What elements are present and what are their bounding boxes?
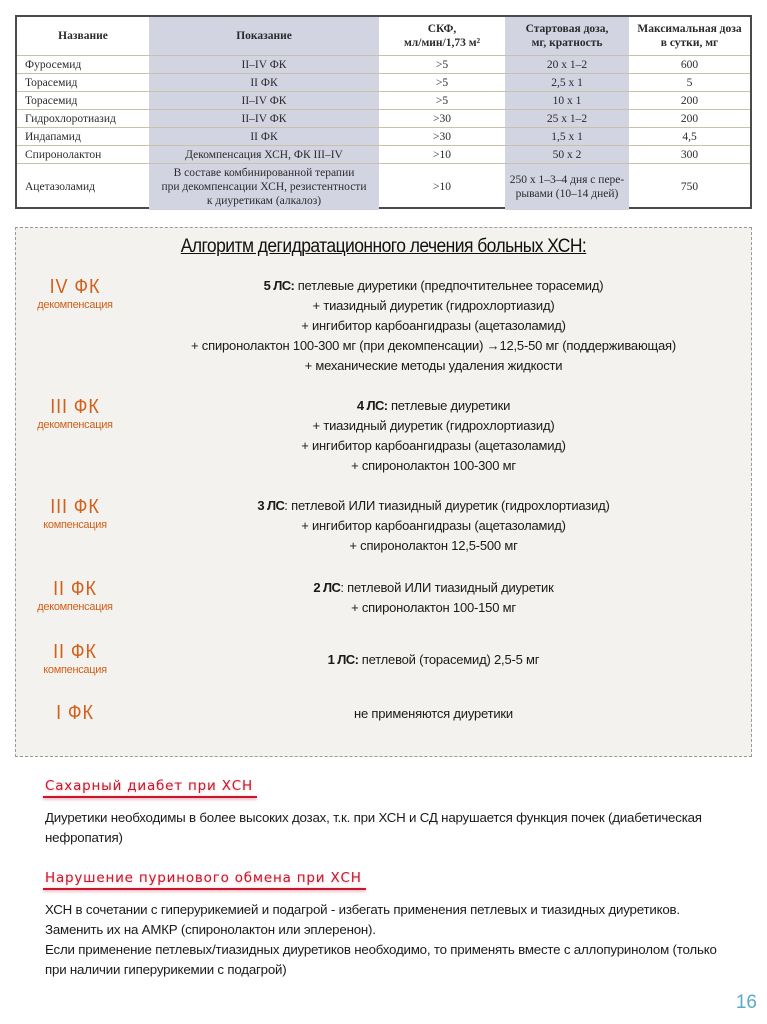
- header-max-line1: Максимальная доза: [637, 23, 742, 35]
- cell-gfr: >30: [379, 128, 505, 146]
- stage-therapy: [116, 578, 751, 618]
- diuretics-table-grid: [17, 17, 750, 210]
- therapy-line: не применяются диуретики: [354, 706, 513, 721]
- table-row: [17, 128, 750, 146]
- cell-name: Индапамид: [17, 128, 149, 146]
- header-gfr: [379, 17, 505, 56]
- header-start-line1: Стартовая доза,: [525, 23, 609, 35]
- stage-status: декомпенсация: [37, 299, 113, 311]
- therapy-line: + ингибитор карбоангидразы (ацетазоламид): [301, 318, 566, 333]
- table-row: [17, 74, 750, 92]
- cell-start-dose: 1,5 x 1: [505, 128, 629, 146]
- start-dose-line: 250 x 1–3–4 дня с пере-: [509, 174, 625, 186]
- stage-level: IV ФК: [49, 276, 101, 298]
- table-header-row: [17, 17, 750, 56]
- stage-status: компенсация: [43, 519, 107, 531]
- therapy-text: петлевые диуретики (предпочтительнее торасемид): [297, 278, 604, 293]
- therapy-line: + тиазидный диуретик (гидрохлортиазид): [312, 418, 555, 433]
- cell-indication: II–IV ФК: [149, 110, 379, 128]
- cell-gfr: >30: [379, 110, 505, 128]
- stage-level: II ФК: [53, 578, 97, 600]
- cell-name: Фуросемид: [17, 56, 149, 74]
- section-heading-diabetes: Сахарный диабет при ХСН: [45, 778, 253, 794]
- section-heading-purine: Нарушение пуринового обмена при ХСН: [45, 870, 362, 886]
- indication-line: В составе комбинированной терапии: [173, 167, 355, 179]
- therapy-text: петлевые диуретики: [390, 398, 511, 413]
- cell-name: Торасемид: [17, 92, 149, 110]
- cell-indication: II–IV ФК: [149, 92, 379, 110]
- drug-count: 1 ЛС:: [327, 652, 359, 667]
- therapy-line: [116, 496, 751, 516]
- header-gfr-line1: СКФ,: [427, 23, 457, 35]
- drug-count: 5 ЛС:: [263, 278, 295, 293]
- cell-max-dose: 600: [629, 56, 750, 74]
- cell-name: Спиронолактон: [17, 146, 149, 164]
- stage-status: декомпенсация: [37, 601, 113, 613]
- cell-name: Торасемид: [17, 74, 149, 92]
- header-gfr-line2: мл/мин/1,73 м²: [403, 37, 481, 49]
- section-paragraph: Если применение петлевых/тиазидных диуретиков необходимо, то применять вместе с аллопуринолом (только при наличии гиперурикемии с подагрой): [45, 942, 717, 977]
- cell-name: Ацетазоламид: [17, 164, 149, 211]
- cell-max-dose: 200: [629, 92, 750, 110]
- table-row: [17, 164, 750, 211]
- section-text-purine: [45, 900, 735, 980]
- therapy-line: + тиазидный диуретик (гидрохлортиазид): [312, 298, 555, 313]
- cell-indication: [149, 164, 379, 211]
- cell-gfr: >10: [379, 146, 505, 164]
- header-start-dose: [505, 17, 629, 56]
- therapy-line: + спиронолактон 100-300 мг (при декомпенсации) →12,5-50 мг (поддерживающая): [191, 338, 676, 353]
- cell-indication: Декомпенсация ХСН, ФК III–IV: [149, 146, 379, 164]
- stage-therapy: [116, 496, 751, 556]
- table-row: [17, 92, 750, 110]
- header-max-dose: [629, 17, 750, 56]
- cell-start-dose: 10 x 1: [505, 92, 629, 110]
- therapy-line: + спиронолактон 100-300 мг: [351, 458, 516, 473]
- stage-level: II ФК: [53, 641, 97, 663]
- table-row: [17, 110, 750, 128]
- dehydration-algorithm-box: [15, 227, 752, 757]
- cell-name: Гидрохлоротиазид: [17, 110, 149, 128]
- stage-therapy: [116, 396, 751, 476]
- cell-max-dose: 200: [629, 110, 750, 128]
- cell-indication: II–IV ФК: [149, 56, 379, 74]
- therapy-line: [116, 578, 751, 598]
- section-paragraph: ХСН в сочетании с гиперурикемией и подагрой - избегать применения петлевых и тиазидных диуретиков. Заменить их на АМКР (спиронолактон или эплеренон).: [45, 902, 680, 937]
- stage-therapy: [116, 650, 751, 670]
- therapy-line: + механические методы удаления жидкости: [304, 358, 563, 373]
- cell-gfr: >5: [379, 56, 505, 74]
- stage-level: I ФК: [56, 702, 94, 724]
- therapy-line: + спиронолактон 12,5-500 мг: [349, 538, 518, 553]
- stage-level: III ФК: [50, 396, 100, 418]
- header-name: Название: [58, 30, 108, 42]
- cell-gfr: >10: [379, 164, 505, 211]
- cell-max-dose: 300: [629, 146, 750, 164]
- stage-therapy: [116, 704, 751, 724]
- page-number: 16: [735, 992, 757, 1013]
- cell-start-dose: 2,5 x 1: [505, 74, 629, 92]
- therapy-line: [116, 276, 751, 296]
- therapy-line: + ингибитор карбоангидразы (ацетазоламид): [301, 438, 566, 453]
- therapy-text: : петлевой ИЛИ тиазидный диуретик (гидрохлортиазид): [284, 498, 610, 513]
- cell-indication: II ФК: [149, 74, 379, 92]
- start-dose-line: рывами (10–14 дней): [515, 188, 619, 200]
- cell-start-dose: 20 x 1–2: [505, 56, 629, 74]
- stage-status: декомпенсация: [37, 419, 113, 431]
- therapy-line: + спиронолактон 100-150 мг: [351, 600, 516, 615]
- therapy-text: петлевой (торасемид) 2,5-5 мг: [361, 652, 540, 667]
- diuretics-table: [15, 15, 752, 209]
- table-row: [17, 56, 750, 74]
- header-indication: Показание: [149, 17, 379, 56]
- cell-indication: II ФК: [149, 128, 379, 146]
- section-text-diabetes: Диуретики необходимы в более высоких дозах, т.к. при ХСН и СД нарушается функция почек (диабетическая нефропатия): [45, 810, 702, 845]
- stage-level: III ФК: [50, 496, 100, 518]
- cell-max-dose: 5: [629, 74, 750, 92]
- therapy-line: [116, 650, 751, 670]
- drug-count: 4 ЛС:: [356, 398, 388, 413]
- header-max-line2: в сутки, мг: [660, 37, 719, 49]
- cell-max-dose: 750: [629, 164, 750, 211]
- therapy-line: [116, 396, 751, 416]
- cell-max-dose: 4,5: [629, 128, 750, 146]
- indication-line: к диуретикам (алкалоз): [206, 195, 322, 207]
- table-row: [17, 146, 750, 164]
- header-start-line2: мг, кратность: [531, 37, 603, 49]
- algorithm-title: Алгоритм дегидратационного лечения больных ХСН:: [180, 236, 587, 257]
- cell-start-dose: 25 x 1–2: [505, 110, 629, 128]
- stage-status: компенсация: [43, 664, 107, 676]
- cell-gfr: >5: [379, 92, 505, 110]
- stage-therapy: [116, 276, 751, 376]
- drug-count: 2 ЛС: [313, 580, 341, 595]
- cell-start-dose: [505, 164, 629, 211]
- drug-count: 3 ЛС: [257, 498, 285, 513]
- cell-start-dose: 50 x 2: [505, 146, 629, 164]
- indication-line: при декомпенсации ХСН, резистентности: [161, 181, 367, 193]
- therapy-text: : петлевой ИЛИ тиазидный диуретик: [340, 580, 554, 595]
- therapy-line: + ингибитор карбоангидразы (ацетазоламид): [301, 518, 566, 533]
- cell-gfr: >5: [379, 74, 505, 92]
